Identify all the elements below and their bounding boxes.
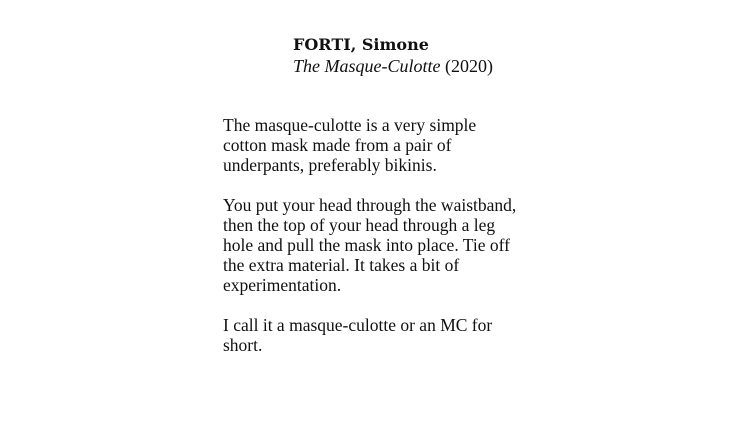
text-line: You put your head through the waistband, — [223, 195, 517, 215]
text-line: cotton mask made from a pair of — [223, 135, 452, 155]
work-year: (2020) — [444, 56, 493, 76]
text-line: The masque-culotte is a very simple — [223, 115, 477, 135]
text-line: underpants, preferably bikinis. — [223, 155, 437, 175]
author-name: FORTI, Simone — [293, 35, 429, 54]
work-title: The Masque-Culotte — [293, 56, 441, 76]
text-line: I call it a masque-culotte or an MC for — [223, 315, 493, 335]
text-line: then the top of your head through a leg — [223, 215, 496, 235]
entry-body — [223, 115, 583, 375]
paragraph-2 — [223, 195, 583, 295]
entry-header — [293, 34, 593, 76]
text-line: the extra material. It takes a bit of — [223, 255, 460, 275]
text-line: hole and pull the mask into place. Tie off — [223, 235, 510, 255]
paragraph-3 — [223, 315, 583, 355]
text-line: short. — [223, 335, 263, 355]
text-line: experimentation. — [223, 275, 342, 295]
paragraph-1 — [223, 115, 583, 175]
work-citation — [293, 56, 593, 76]
